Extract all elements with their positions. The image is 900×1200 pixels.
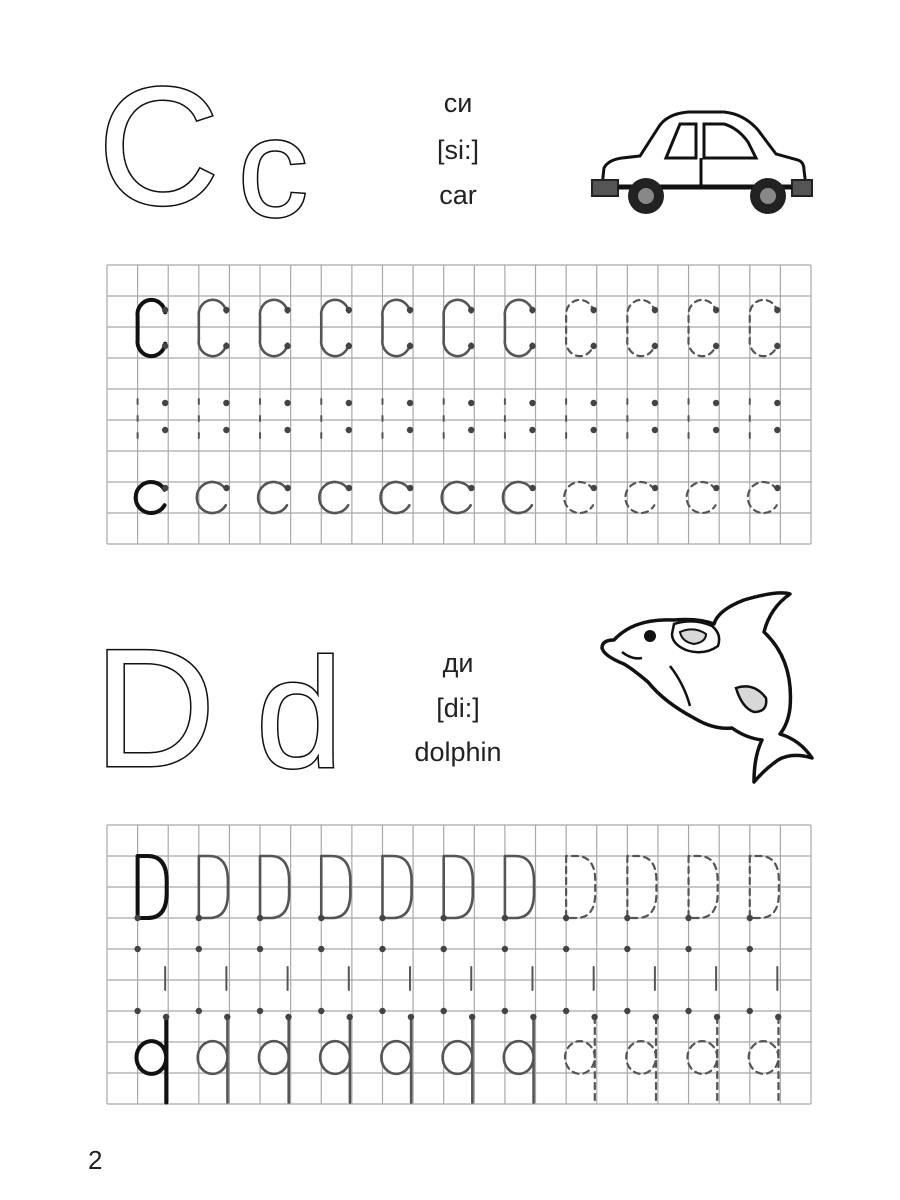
guide-dot [318, 1008, 324, 1014]
end-dot [529, 343, 535, 349]
start-dot [591, 485, 597, 491]
end-dot [713, 343, 719, 349]
car-illustration [588, 102, 818, 222]
tracing-letters-d [134, 856, 781, 1102]
guide-dot [747, 1008, 753, 1014]
end-dot [223, 343, 229, 349]
start-dot [346, 485, 352, 491]
grid-c-lines [107, 265, 811, 544]
start-dot [408, 1014, 414, 1020]
trace-upper-c [137, 300, 165, 356]
grid-d-lines [107, 825, 811, 1104]
end-dot [318, 915, 324, 921]
end-dot [590, 343, 596, 349]
dolphin-illustration [594, 590, 820, 786]
start-dot [774, 307, 780, 313]
guide-dot [590, 427, 596, 433]
d-ipa: [di:] [436, 693, 480, 723]
guide-dot [257, 946, 263, 952]
c-ipa: [si:] [436, 135, 479, 165]
end-dot [652, 343, 658, 349]
end-dot [440, 915, 446, 921]
end-dot [134, 915, 140, 921]
trace-lower-d [137, 1017, 167, 1102]
guide-dot [713, 400, 719, 406]
guide-dot [468, 400, 474, 406]
start-dot [713, 307, 719, 313]
end-dot [379, 915, 385, 921]
trace-upper-c [260, 300, 288, 356]
guide-dot [346, 400, 352, 406]
guide-dot [284, 427, 290, 433]
trace-lower-d [259, 1017, 289, 1102]
big-lowercase-c: c [238, 89, 308, 246]
guide-dot [747, 946, 753, 952]
trace-lower-d [749, 1017, 779, 1102]
end-dot [257, 915, 263, 921]
start-dot [652, 307, 658, 313]
guide-dot [563, 1008, 569, 1014]
guide-dot [774, 400, 780, 406]
trace-lower-c [258, 482, 287, 513]
guide-dot [223, 400, 229, 406]
trace-upper-c [750, 300, 778, 356]
trace-lower-d [687, 1017, 717, 1102]
tracing-grid-d [104, 822, 816, 1107]
guide-dot [774, 427, 780, 433]
end-dot [407, 343, 413, 349]
guide-dot [223, 427, 229, 433]
trace-upper-c [321, 300, 349, 356]
trace-upper-c [199, 300, 227, 356]
end-dot [774, 343, 780, 349]
guide-dot [502, 946, 508, 952]
tracing-grid-c [104, 262, 816, 547]
trace-lower-d [626, 1017, 656, 1102]
trace-lower-c [748, 482, 777, 513]
guide-dot [346, 427, 352, 433]
guide-dot [652, 427, 658, 433]
start-dot [591, 1014, 597, 1020]
guide-dot [407, 427, 413, 433]
end-dot [747, 915, 753, 921]
end-dot [563, 915, 569, 921]
trace-lower-d [320, 1017, 350, 1102]
start-dot [407, 307, 413, 313]
guide-dot [652, 400, 658, 406]
guide-dot [284, 400, 290, 406]
end-dot [502, 915, 508, 921]
start-dot [653, 1014, 659, 1020]
guide-dot [196, 946, 202, 952]
start-dot [407, 485, 413, 491]
start-dot [162, 485, 168, 491]
guide-dot [624, 1008, 630, 1014]
d-transcription: ди [442, 648, 474, 678]
start-dot [468, 307, 474, 313]
guide-dot [713, 427, 719, 433]
trace-lower-d [504, 1017, 534, 1102]
guide-dot [162, 400, 168, 406]
guide-dot [590, 400, 596, 406]
trace-lower-c [442, 482, 471, 513]
guide-dot [468, 427, 474, 433]
guide-dot [379, 946, 385, 952]
start-dot [713, 485, 719, 491]
end-dot [624, 915, 630, 921]
trace-lower-c [687, 482, 716, 513]
guide-dot [162, 427, 168, 433]
start-dot [284, 307, 290, 313]
trace-lower-c [319, 482, 348, 513]
start-dot [223, 307, 229, 313]
end-dot [196, 915, 202, 921]
trace-lower-d [198, 1017, 228, 1102]
trace-lower-c [625, 482, 654, 513]
start-dot [347, 1014, 353, 1020]
trace-lower-d [565, 1017, 595, 1102]
guide-dot [134, 946, 140, 952]
trace-lower-c [503, 482, 532, 513]
big-uppercase-d: D [94, 614, 216, 802]
start-dot [590, 307, 596, 313]
trace-upper-c [566, 300, 594, 356]
guide-dot [134, 1008, 140, 1014]
start-dot [346, 307, 352, 313]
guide-dot [440, 946, 446, 952]
trace-lower-c [381, 482, 410, 513]
trace-upper-c [382, 300, 410, 356]
guide-dot [624, 946, 630, 952]
guide-dot [563, 946, 569, 952]
c-word: car [439, 180, 477, 210]
start-dot [285, 1014, 291, 1020]
start-dot [714, 1014, 720, 1020]
start-dot [469, 1014, 475, 1020]
end-dot [162, 343, 168, 349]
trace-lower-d [381, 1017, 411, 1102]
guide-dot [529, 427, 535, 433]
start-dot [652, 485, 658, 491]
guide-dot [502, 1008, 508, 1014]
start-dot [285, 485, 291, 491]
trace-lower-c [564, 482, 593, 513]
trace-lower-c [136, 482, 165, 513]
start-dot [530, 1014, 536, 1020]
big-lowercase-d: d [256, 627, 343, 801]
guide-dot [379, 1008, 385, 1014]
start-dot [163, 1014, 169, 1020]
trace-upper-c [688, 300, 716, 356]
start-dot [775, 1014, 781, 1020]
end-dot [685, 915, 691, 921]
guide-dot [440, 1008, 446, 1014]
start-dot [774, 485, 780, 491]
page-number: 2 [88, 1145, 103, 1175]
start-dot [529, 307, 535, 313]
end-dot [346, 343, 352, 349]
trace-upper-c [627, 300, 655, 356]
end-dot [284, 343, 290, 349]
guide-dot [685, 1008, 691, 1014]
start-dot [468, 485, 474, 491]
trace-lower-d [443, 1017, 473, 1102]
d-word: dolphin [414, 737, 502, 767]
guide-dot [257, 1008, 263, 1014]
trace-upper-c [444, 300, 472, 356]
start-dot [529, 485, 535, 491]
guide-dot [529, 400, 535, 406]
c-transcription: си [443, 88, 473, 118]
guide-dot [407, 400, 413, 406]
guide-dot [318, 946, 324, 952]
start-dot [224, 1014, 230, 1020]
trace-upper-c [505, 300, 533, 356]
guide-dot [196, 1008, 202, 1014]
trace-lower-c [197, 482, 226, 513]
big-uppercase-c: C [98, 52, 220, 240]
start-dot [223, 485, 229, 491]
end-dot [468, 343, 474, 349]
start-dot [162, 307, 168, 313]
guide-dot [685, 946, 691, 952]
tracing-letters-c [136, 300, 781, 513]
